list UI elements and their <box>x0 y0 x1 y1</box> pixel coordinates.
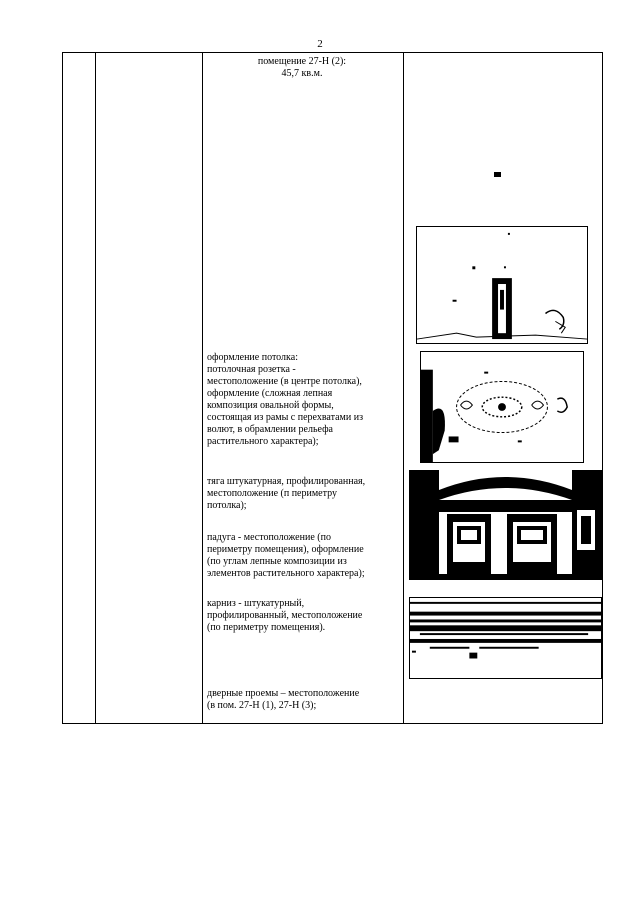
feature-line: потолка); <box>207 500 247 511</box>
feature-cornice-rod <box>207 476 365 512</box>
feature-line: (по углам лепные композиции из <box>207 556 347 567</box>
feature-line: (по периметру помещения). <box>207 622 326 633</box>
feature-line: падуга - местоположение (по <box>207 532 331 543</box>
feature-line: оформление (сложная лепная <box>207 388 333 399</box>
feature-line: растительного характера); <box>207 436 319 447</box>
feature-line: дверные проемы – местоположение <box>207 688 360 699</box>
feature-line: периметру помещения), оформление <box>207 544 364 555</box>
page-number: 2 <box>317 38 323 50</box>
feature-line: волют, в обрамлении рельефа <box>207 424 333 435</box>
feature-line: местоположение (в центре потолка), <box>207 376 362 387</box>
feature-coving <box>207 532 365 580</box>
feature-line: состоящая из рамы с перехватами из <box>207 412 364 423</box>
table-column-divider-2 <box>202 53 203 723</box>
table-column-divider-1 <box>95 53 96 723</box>
scan-mark <box>494 172 501 177</box>
feature-line: оформление потолка: <box>207 352 298 363</box>
photo-room-door <box>416 226 588 344</box>
premises-block <box>202 56 402 80</box>
photo-ceiling-rosette-image <box>421 352 583 462</box>
table-column-divider-3 <box>403 53 404 723</box>
feature-line: профилированный, местоположение <box>207 610 363 621</box>
photo-cornice <box>409 597 602 679</box>
photo-room-coving-image <box>409 470 602 580</box>
premises-name: помещение 27-Н (2): <box>257 56 347 67</box>
feature-line: потолочная розетка - <box>207 364 296 375</box>
feature-line: карниз - штукатурный, <box>207 598 305 609</box>
feature-ceiling <box>207 352 363 448</box>
feature-line: местоположение (п периметру <box>207 488 337 499</box>
feature-line: (в пом. 27-Н (1), 27-Н (3); <box>207 700 317 711</box>
photo-room-coving <box>409 470 602 580</box>
feature-doorways <box>207 688 359 712</box>
feature-line: тяга штукатурная, профилированная, <box>207 476 366 487</box>
feature-line: элементов растительного характера); <box>207 568 365 579</box>
photo-ceiling-rosette <box>420 351 584 463</box>
feature-line: композиция овальной формы, <box>207 400 334 411</box>
photo-cornice-image <box>410 598 601 678</box>
premises-area: 45,7 кв.м. <box>281 68 323 79</box>
feature-cornice <box>207 598 362 634</box>
photo-room-door-image <box>417 227 587 343</box>
